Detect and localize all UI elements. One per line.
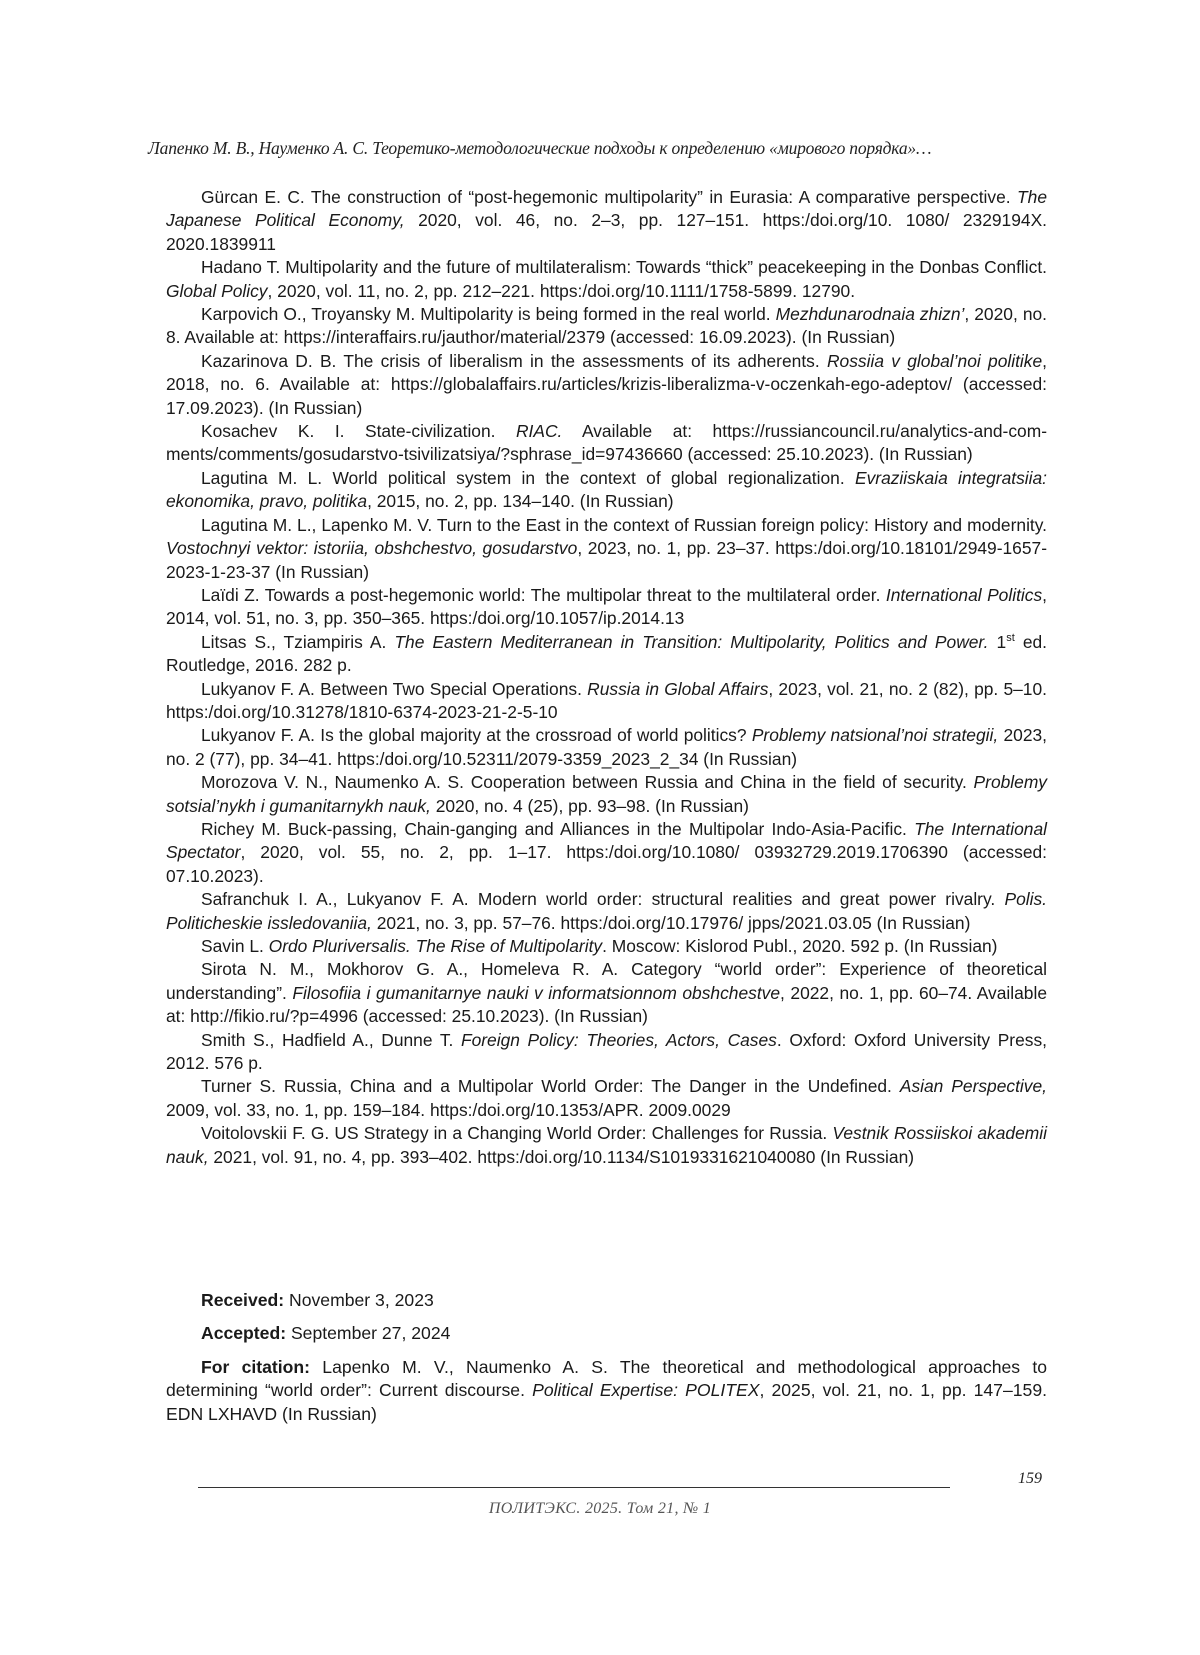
footer-rule [198,1487,950,1488]
reference-item: Safranchuk I. A., Lukyanov F. A. Modern world order: structural realities and great power rivalry. Polis. Politicheskie issledovaniia, 2021, no. 3, pp. 57–76. https:/doi.org/10.17976/ jpps/2021.03.05 (In Russian) [166,889,1047,933]
reference-item: Lukyanov F. A. Between Two Special Operations. Russia in Global Affairs, 2023, vol. 21, no. 2 (82), pp. 5–10. https:/doi.org/10.31278/1810-6374-2023-21-2-5-10 [166,678,1047,722]
reference-item: Smith S., Hadfield A., Dunne T. Foreign Policy: Theories, Actors, Cases. Oxford: Oxford University Press, 2012. 576 p. [166,1029,1047,1074]
reference-item: Kazarinova D. B. The crisis of liberalism in the assessments of its adherents. Rossiia v global’noi politike, 2018, no. 6. Available at: https://globalaffairs.ru/articles/krizis-liberalizma-v-oczenkah-ego-adeptov/ (accessed: 17.09.2023). (In Russian) [166,350,1047,418]
reference-item: Morozova V. N., Naumenko A. S. Cooperation between Russia and China in the field of security. Problemy sotsial’nykh i gumanitarnykh nauk, 2020, no. 4 (25), pp. 93–98. (In Russian) [166,772,1047,816]
reference-item: Turner S. Russia, China and a Multipolar World Order: The Danger in the Undefined. Asian Perspective, 2009, vol. 33, no. 1, pp. 159–184. https:/doi.org/10.1353/APR. 2009.0029 [166,1076,1047,1120]
article-meta [166,1289,1047,1436]
journal-footer: ПОЛИТЭКС. 2025. Том 21, № 1 [488,1500,712,1517]
reference-item: Lukyanov F. A. Is the global majority at the crossroad of world politics? Problemy natsional’noi strategii, 2023, no. 2 (77), pp. 34–41. https:/doi.org/10.52311/2079-3359_2023_2_34 (In Russian) [166,725,1048,769]
running-header: Лапенко М. В., Науменко А. С. Теоретико-методологические подходы к определению «мирового порядка»… [148,138,932,158]
page-number: 159 [1018,1470,1042,1487]
reference-item: Lagutina M. L., Lapenko M. V. Turn to the East in the context of Russian foreign policy: History and modernity. Vostochnyi vektor: istoriia, obshchestvo, gosudarstvo, 2023, no. 1, pp. 23–37. https:/doi.org/10.18101/2949-1657-2023-1-23-37 (In Russian) [166,514,1047,582]
reference-item: Hadano T. Multipolarity and the future of multilateralism: Towards “thick” peacekeeping in the Donbas Conflict. Global Policy, 2020, vol. 11, no. 2, pp. 212–221. https:/doi.org/10.1111/1758-5899. 12790. [166,257,1047,301]
reference-item: Richey M. Buck-passing, Chain-ganging and Alliances in the Multipolar Indo-Asia-Pacific. The International Spectator, 2020, vol. 55, no. 2, pp. 1–17. https:/doi.org/10.1080/ 03932729.2019.1706390 (accessed: 07.10.2023). [166,818,1047,886]
accepted-date: Accepted: September 27, 2024 [201,1323,451,1344]
reference-item: Voitolovskii F. G. US Strategy in a Changing World Order: Challenges for Russia. Vestnik Rossiiskoi akademii nauk, 2021, vol. 91, no. 4, pp. 393–402. https:/doi.org/10.1134/S1019331621040080 (In Russian) [166,1123,1047,1167]
reference-item: Laïdi Z. Towards a post-hegemonic world: The multipolar threat to the multilateral order. International Politics, 2014, vol. 51, no. 3, pp. 350–365. https:/doi.org/10.1057/ip.2014.13 [166,584,1047,629]
reference-list [166,186,1047,1169]
reference-item: Sirota N. M., Mokhorov G. A., Homeleva R. A. Category “world order”: Experience of theoretical understanding”. Filosofiia i gumanitarnye nauki v informatsionnom obshchestve, 2022, no. 1, pp. 60–74. Available at: http://fikio.ru/?p=4996 (accessed: 25.10.2023). (In Russian) [166,959,1048,1027]
received-date: Received: November 3, 2023 [201,1290,434,1310]
reference-item: Karpovich O., Troyansky M. Multipolarity is being formed in the real world. Mezhdunarodnaia zhizn’, 2020, no. 8. Available at: https://interaffairs.ru/jauthor/material/2379 (accessed: 16.09.2023). (In Russian) [166,304,1047,348]
reference-item: Litsas S., Tziampiris A. The Eastern Mediterranean in Transition: Multipolarity, Politics and Power. 1st ed. Routledge, 2016. 282 p. [166,631,1048,676]
citation: For citation: Lapenko M. V., Naumenko A. S. The theoretical and methodological approaches to determining “world order”: Current discourse. Political Expertise: POLITEX, 2025, vol. 21, no. 1, pp. 147–159. EDN LXHAVD (In Russian) [166,1356,1047,1424]
reference-item: Lagutina M. L. World political system in the context of global regionalization. Evraziiskaia integratsiia: ekonomika, pravo, politika, 2015, no. 2, pp. 134–140. (In Russian) [166,467,1047,512]
reference-item: Gürcan E. C. The construction of “post-hegemonic multipolarity” in Eurasia: A comparative perspective. The Japanese Political Economy, 2020, vol. 46, no. 2–3, pp. 127–151. https:/doi.org/10. 1080/ 2329194X. 2020.1839911 [166,187,1048,254]
reference-item: Savin L. Ordo Pluriversalis. The Rise of Multipolarity. Moscow: Kislorod Publ., 2020. 592 p. (In Russian) [201,936,998,956]
reference-item: Kosachev K. I. State-civilization. RIAC. Available at: https://russiancouncil.ru/analytics-and-comments/comments/gosudarstvo-tsivilizatsiya/?sphrase_id=97436660 (accessed: 25.10.2023). (In Russian) [166,421,1047,465]
